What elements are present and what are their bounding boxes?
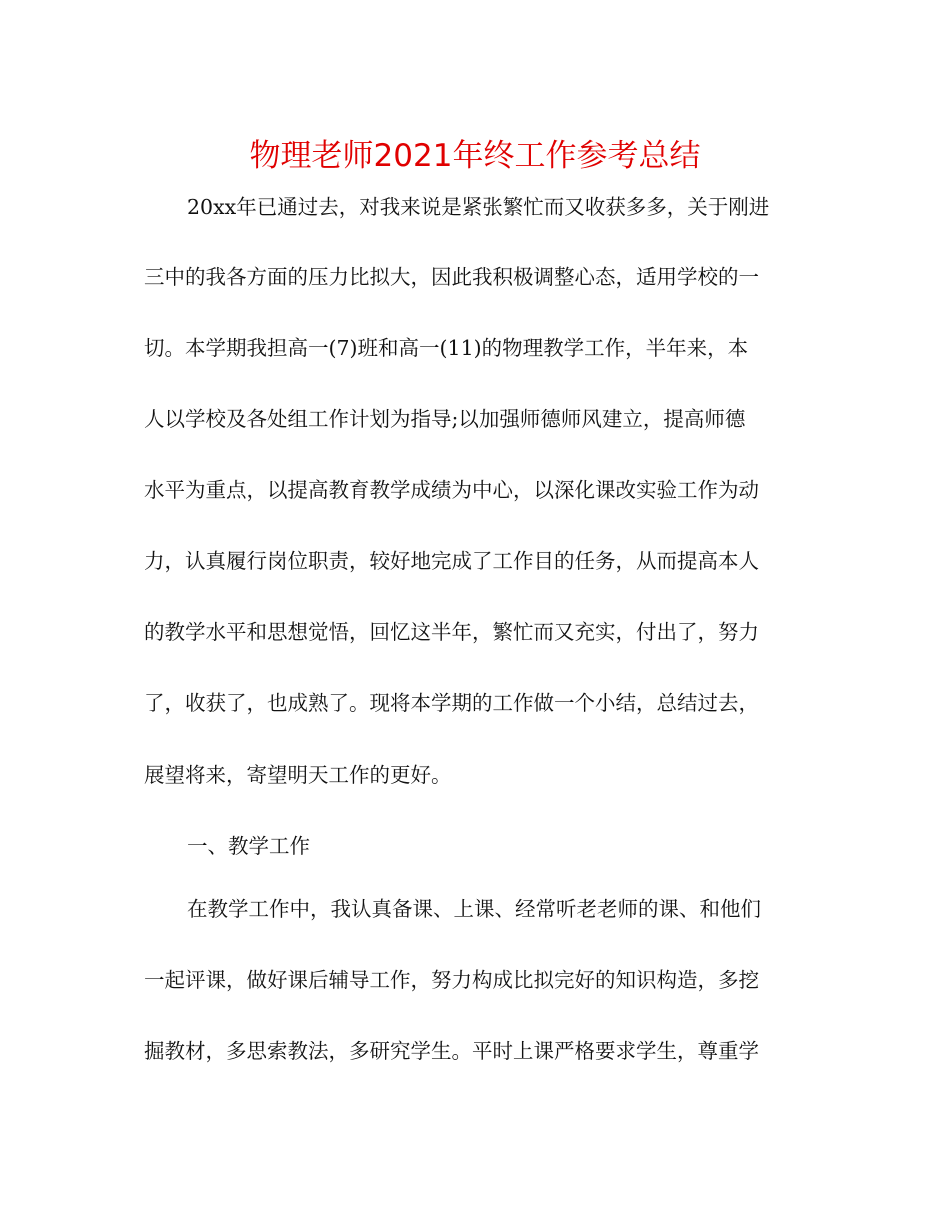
body-line: 三中的我各方面的压力比拟大，因此我积极调整心态，适用学校的一: [144, 265, 759, 289]
body-line: 一起评课，做好课后辅导工作，努力构成比拟完好的知识构造，多挖: [144, 968, 759, 992]
body-line: 在教学工作中，我认真备课、上课、经常听老老师的课、和他们: [187, 897, 761, 921]
body-line: 的教学水平和思想觉悟，回忆这半年，繁忙而又充实，付出了，努力: [144, 620, 759, 644]
section-heading: 一、教学工作: [187, 834, 310, 858]
document-title: 物理老师2021年终工作参考总结: [249, 138, 701, 174]
body-line: 20xx年已通过去，对我来说是紧张繁忙而又收获多多，关于刚进: [187, 195, 770, 219]
body-line: 掘教材，多思索教法，多研究学生。平时上课严格要求学生，尊重学: [144, 1039, 759, 1063]
body-line: 切。本学期我担高一(7)班和高一(11)的物理教学工作，半年来，本: [144, 336, 749, 360]
body-line: 展望将来，寄望明天工作的更好。: [144, 763, 452, 787]
body-line: 了，收获了，也成熟了。现将本学期的工作做一个小结，总结过去，: [144, 691, 759, 715]
body-line: 人以学校及各处组工作计划为指导;以加强师德师风建立，提高师德: [144, 407, 746, 431]
body-line: 水平为重点，以提高教育教学成绩为中心，以深化课改实验工作为动: [144, 478, 759, 502]
body-line: 力，认真履行岗位职责，较好地完成了工作目的任务，从而提高本人: [144, 549, 759, 573]
